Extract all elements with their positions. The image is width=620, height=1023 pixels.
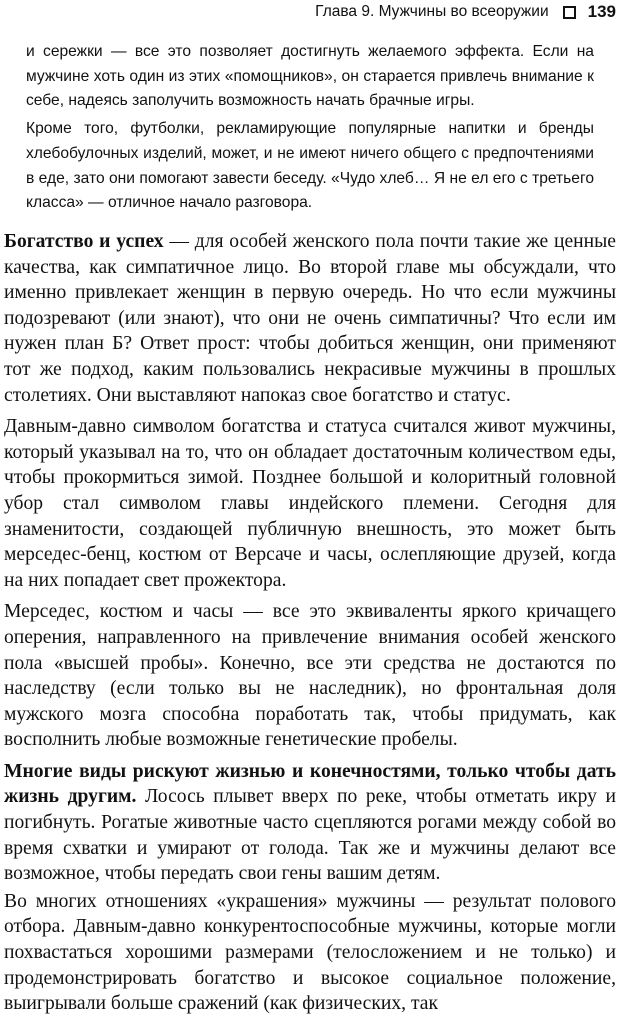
paragraph-species-text: Лосось плывет вверх по реке, чтобы отметать икру и погибнуть. Рогатые животные часто сцепляются рогами между собой во время схватки и умирают от голода. Так же и мужчины делают все возможное, чтобы передать свои гены вашим детям. [4, 786, 616, 885]
paragraph-selection: Во многих отношениях «украшения» мужчины — результат полового отбора. Давным-давно конкурентоспособные мужчины, которые могли похвастаться хорошими размерами (телосложением и не только) и продемонстрировать богатство и высокое социальное положение, выигрывали больше сражений (как физических, так [4, 890, 616, 1015]
paragraph-species [4, 759, 616, 887]
paragraph-belly: Давным-давно символом богатства и статуса считался живот мужчины, который указывал на то, что он обладает достаточным количеством еды, чтобы прокормиться зимой. Позднее большой и колоритный головной убор стал символом главы индейского племени. Сегодня для знаменитости, создающей публичную внешность, это может быть мерседес-бенц, костюм от Версаче и часы, ослепляющие друзей, когда на них попадает свет прожектора. [4, 416, 616, 591]
paragraph-mercedes: Мерседес, костюм и часы — все это эквиваленты яркого кричащего оперения, направленного на привлечение внимания особей женского пола «высшей пробы». Конечно, все эти средства не достаются по наследству (если только вы не наследник), но фронтальная доля мужского мозга способна поработать так, чтобы придумать, как восполнить любые возможные генетические пробелы. [4, 601, 616, 751]
paragraph-wealth [4, 229, 616, 408]
paragraph-species-heading: Многие виды рискуют жизнью и конечностями, только чтобы дать жизнь другим. [4, 760, 616, 808]
sidebar-paragraph-2: Кроме того, футболки, рекламирующие популярные напитки и бренды хлебобулочных изделий, может, и не имеют ничего общего с предпочтениями в еде, зато они помогают завести беседу. «Чудо хлеб… Я не ел его с третьего класса» — отличное начало разговора. [26, 120, 594, 212]
sidebar-paragraph-1: и сережки — все это позволяет достигнуть желаемого эффекта. Если на мужчине хоть один из этих «помощников», он старается привлечь внимание к себе, надеясь заполучить возможность начать брачные игры. [26, 43, 594, 110]
page-number: 139 [587, 2, 616, 21]
main-text [4, 229, 616, 1023]
paragraph-wealth-heading: Богатство и успех [4, 231, 164, 252]
square-bullet-icon [563, 6, 576, 19]
sidebar-box [26, 40, 594, 219]
chapter-title: Глава 9. Мужчины во всеоружии [315, 3, 549, 20]
paragraph-wealth-text: — для особей женского пола почти такие же ценные качества, как симпатичное лицо. Во второй главе мы обсуждали, что именно привлекает женщин в первую очередь. Но что если мужчины подозревают (или знают), что они не очень симпатичны? Что если им нужен план Б? Ответ прост: чтобы добиться женщин, они применяют тот же подход, каким пользовались некрасивые мужчины в прошлых столетиях. Они выставляют напоказ свое богатство и статус. [4, 231, 616, 406]
running-header [315, 2, 616, 22]
